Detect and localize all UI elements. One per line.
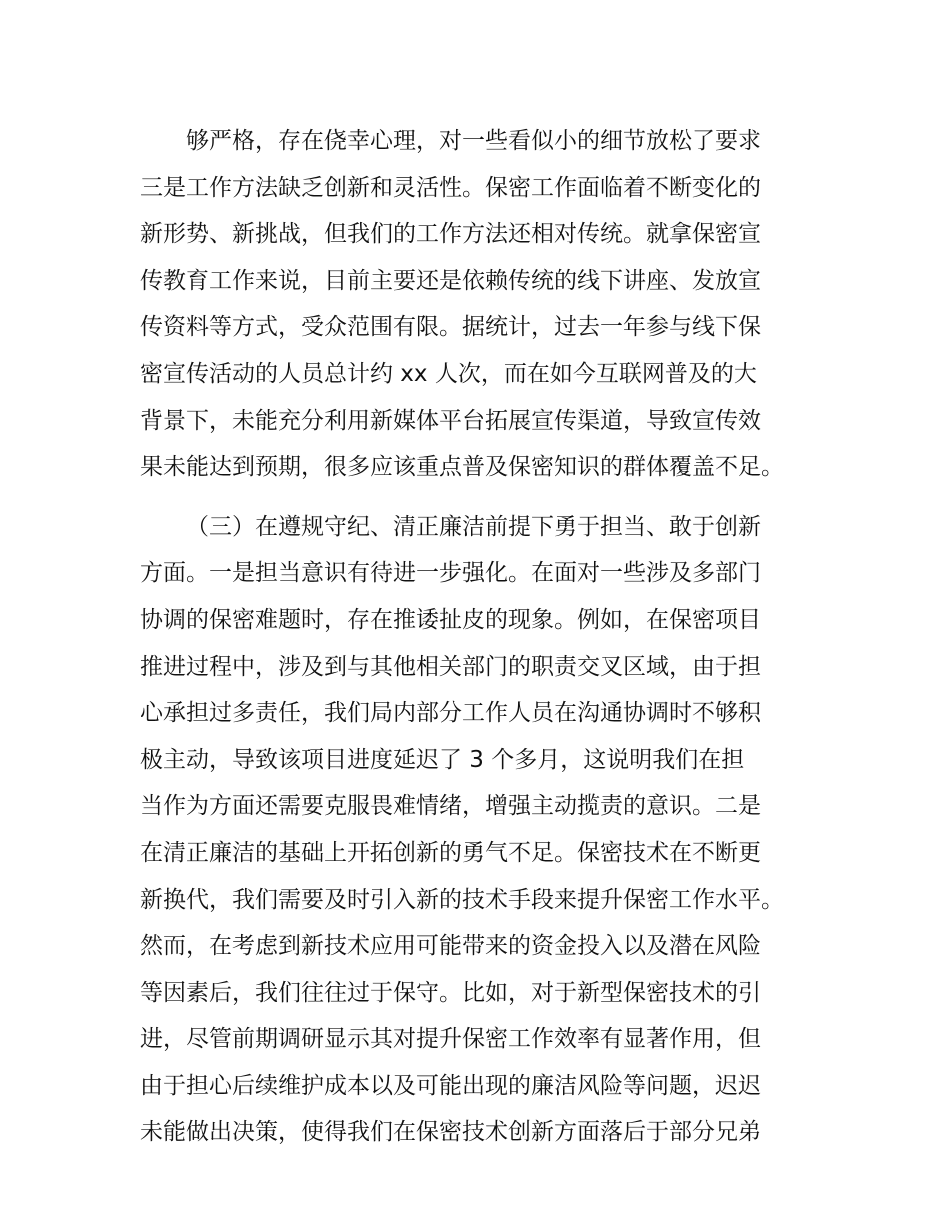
text-line: 进，尽管前期调研显示其对提升保密工作效率有显著作用，但 [140, 1026, 761, 1053]
document-body [140, 118, 840, 1156]
text-line: 果未能达到预期，很多应该重点普及保密知识的群体覆盖不足。 [140, 454, 784, 481]
text-line: 等因素后，我们往往过于保守。比如，对于新型保密技术的引 [140, 979, 761, 1006]
text-line: 心承担过多责任，我们局内部分工作人员在沟通协调时不够积 [140, 700, 761, 727]
text-line: 密宣传活动的人员总计约 xx 人次，而在如今互联网普及的大 [140, 360, 757, 387]
text-line: 传资料等方式，受众范围有限。据统计，过去一年参与线下保 [140, 314, 761, 341]
text-line: 协调的保密难题时，存在推诿扯皮的现象。例如，在保密项目 [140, 606, 761, 633]
text-line: （三）在遵规守纪、清正廉洁前提下勇于担当、敢于创新 [186, 513, 761, 540]
text-line: 传教育工作来说，目前主要还是依赖传统的线下讲座、发放宣 [140, 267, 761, 294]
text-line: 新形势、新挑战，但我们的工作方法还相对传统。就拿保密宣 [140, 221, 761, 248]
text-line: 未能做出决策，使得我们在保密技术创新方面落后于部分兄弟 [140, 1119, 761, 1146]
text-line: 新换代，我们需要及时引入新的技术手段来提升保密工作水平。 [140, 886, 784, 913]
text-line: 方面。一是担当意识有待进一步强化。在面对一些涉及多部门 [140, 560, 761, 587]
text-line: 极主动，导致该项目进度延迟了 3 个多月，这说明我们在担 [140, 746, 745, 773]
text-line: 背景下，未能充分利用新媒体平台拓展宣传渠道，导致宣传效 [140, 407, 761, 434]
text-line: 在清正廉洁的基础上开拓创新的勇气不足。保密技术在不断更 [140, 839, 761, 866]
text-line: 三是工作方法缺乏创新和灵活性。保密工作面临着不断变化的 [140, 174, 761, 201]
text-line: 然而，在考虑到新技术应用可能带来的资金投入以及潜在风险 [140, 933, 761, 960]
text-line: 推进过程中，涉及到与其他相关部门的职责交叉区域，由于担 [140, 653, 761, 680]
text-line: 当作为方面还需要克服畏难情绪，增强主动揽责的意识。二是 [140, 793, 761, 820]
paragraph-2 [140, 504, 840, 1156]
paragraph-1 [140, 118, 840, 491]
paragraph-spacer [140, 491, 840, 504]
text-line: 够严格，存在侥幸心理，对一些看似小的细节放松了要求 [186, 128, 761, 154]
text-line: 由于担心后续维护成本以及可能出现的廉洁风险等问题，迟迟 [140, 1072, 761, 1099]
